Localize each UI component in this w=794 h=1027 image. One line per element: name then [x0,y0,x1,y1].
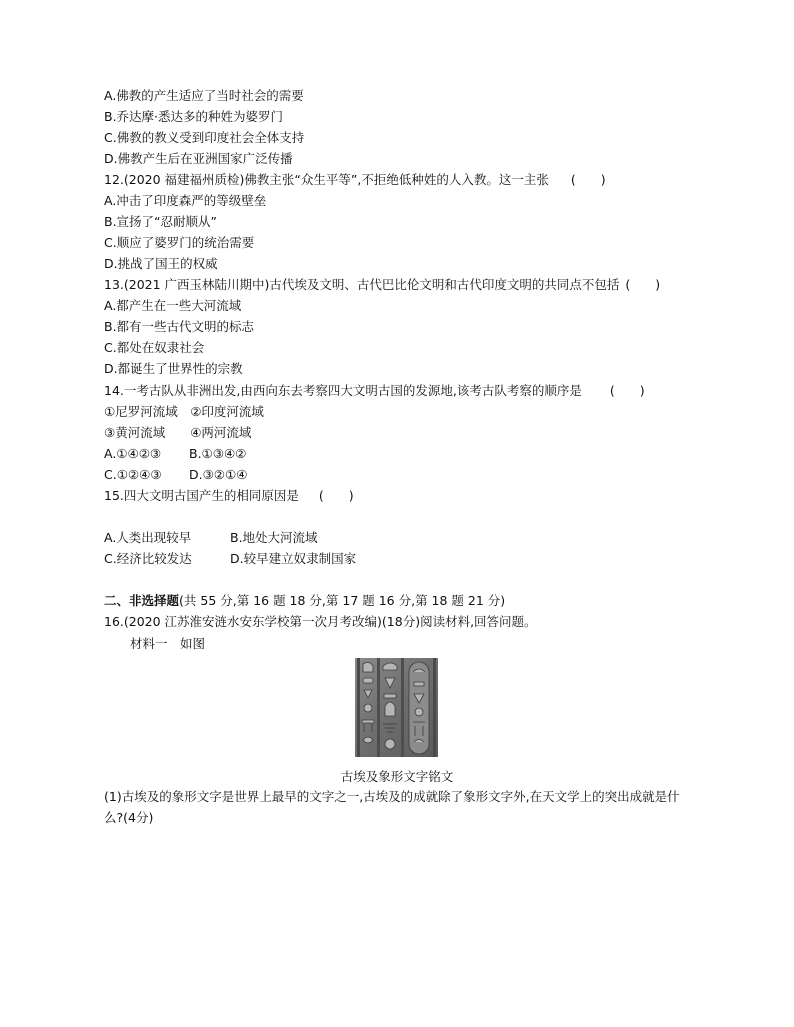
q13-stem [104,277,660,293]
q14-option-c: C.①②④③ [104,467,162,482]
q14-answer-blank: ( ) [609,383,645,398]
q12-stem-text: 12.(2020 福建福州质检)佛教主张“众生平等”,不拒绝低种姓的人入教。这一主张 [104,172,549,187]
q15-options-row1 [104,530,318,546]
figure-caption: 古埃及象形文字铭文 [340,769,454,784]
q11-option-a: A.佛教的产生适应了当时社会的需要 [104,88,304,103]
q12-option-a: A.冲击了印度森严的等级壁垒 [104,193,267,208]
q14-stem [104,383,645,399]
q12-stem [104,172,606,188]
q14-items-row1: ①尼罗河流域 ②印度河流域 [104,404,264,419]
q16-subquestion-1-line-1: (1)古埃及的象形文字是世界上最早的文字之一,古埃及的成就除了象形文字外,在天文学上的突出成就是什 [104,789,680,804]
q15-stem-text: 15.四大文明古国产生的相同原因是 [104,488,299,503]
q15-option-d: D.较早建立奴隶制国家 [230,551,357,566]
q12-answer-blank: ( ) [570,172,606,187]
q11-option-d: D.佛教产生后在亚洲国家广泛传播 [104,151,293,166]
q14-options-row1 [104,446,247,462]
q11-option-b: B.乔达摩·悉达多的种姓为婆罗门 [104,109,284,124]
q13-option-b: B.都有一些古代文明的标志 [104,319,255,334]
q15-stem [104,488,354,504]
section2-score-note: (共 55 分,第 16 题 18 分,第 17 题 16 分,第 18 题 21 分) [179,593,506,608]
q14-option-d: D.③②①④ [189,467,248,482]
q16-material-label: 材料一 如图 [130,636,206,651]
q11-option-c: C.佛教的教义受到印度社会全体支持 [104,130,305,145]
q13-option-d: D.都诞生了世界性的宗教 [104,361,243,376]
section2-heading [104,593,505,609]
q13-stem-text: 13.(2021 广西玉林陆川期中)古代埃及文明、古代巴比伦文明和古代印度文明的共同点不包括 [104,277,620,292]
q12-option-d: D.挑战了国王的权威 [104,256,218,271]
q16-subquestion-1-line-2: 么?(4分) [104,810,154,825]
q12-option-b: B.宣扬了“忍耐顺从” [104,214,218,229]
q15-answer-blank: ( ) [318,488,354,503]
q13-option-c: C.都处在奴隶社会 [104,340,205,355]
q14-items-row2: ③黄河流域 ④两河流域 [104,425,252,440]
q15-option-a: A.人类出现较早 [104,530,192,545]
q16-stem: 16.(2020 江苏淮安涟水安东学校第一次月考改编)(18分)阅读材料,回答问题。 [104,614,537,629]
q14-options-row2 [104,467,248,483]
q15-option-c: C.经济比较发达 [104,551,192,566]
q13-option-a: A.都产生在一些大河流域 [104,298,242,313]
q13-answer-blank: ( ) [625,277,661,292]
q14-option-a: A.①④②③ [104,446,162,461]
q12-option-c: C.顺应了婆罗门的统治需要 [104,235,255,250]
q15-option-b: B.地处大河流域 [230,530,318,545]
q14-option-b: B.①③④② [189,446,247,461]
section2-title: 二、非选择题 [104,593,180,608]
hieroglyph-inscription-image [355,658,438,757]
q14-stem-text: 14.一考古队从非洲出发,由西向东去考察四大文明古国的发源地,该考古队考察的顺序是 [104,383,582,398]
q15-options-row2 [104,551,357,567]
